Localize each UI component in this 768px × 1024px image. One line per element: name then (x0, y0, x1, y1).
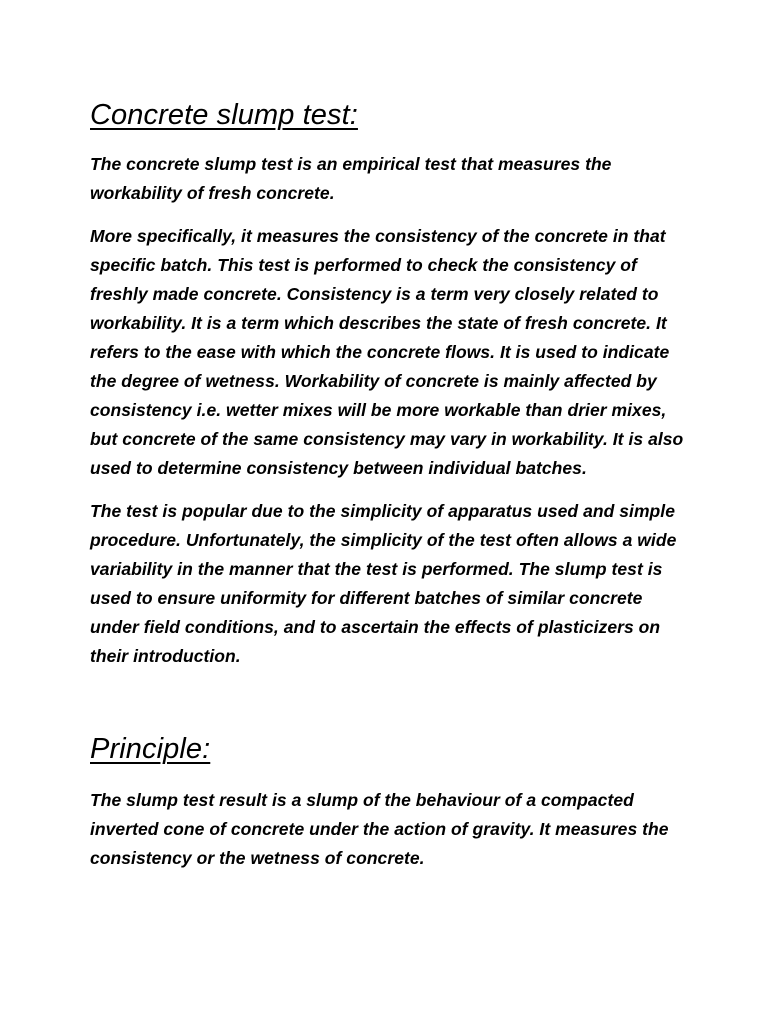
paragraph-intro: The concrete slump test is an empirical test that measures the workability of fresh concrete. (90, 154, 612, 203)
heading-principle: Principle: (90, 733, 211, 765)
document-body (90, 95, 690, 873)
paragraph-consistency: More specifically, it measures the consistency of the concrete in that specific batch. This test is performed to check the consistency of freshly made concrete. Consistency is a term very closely related to workability. It is a term which describes the state of fresh concrete. It refers to the ease with which the concrete flows. It is used to indicate the degree of wetness. Workability of concrete is mainly affected by consistency i.e. wetter mixes will be more workable than drier mixes, but concrete of the same consistency may vary in workability. It is also used to determine consistency between individual batches. (90, 226, 684, 478)
paragraph-popularity: The test is popular due to the simplicity of apparatus used and simple procedure. Unfortunately, the simplicity of the test often allows a wide variability in the manner that the test is performed. The slump test is used to ensure uniformity for different batches of similar concrete under field conditions, and to ascertain the effects of plasticizers on their introduction. (90, 501, 677, 666)
heading-concrete-slump-test: Concrete slump test: (90, 99, 358, 131)
paragraph-principle: The slump test result is a slump of the behaviour of a compacted inverted cone of concrete under the action of gravity. It measures the consistency or the wetness of concrete. (90, 790, 669, 868)
